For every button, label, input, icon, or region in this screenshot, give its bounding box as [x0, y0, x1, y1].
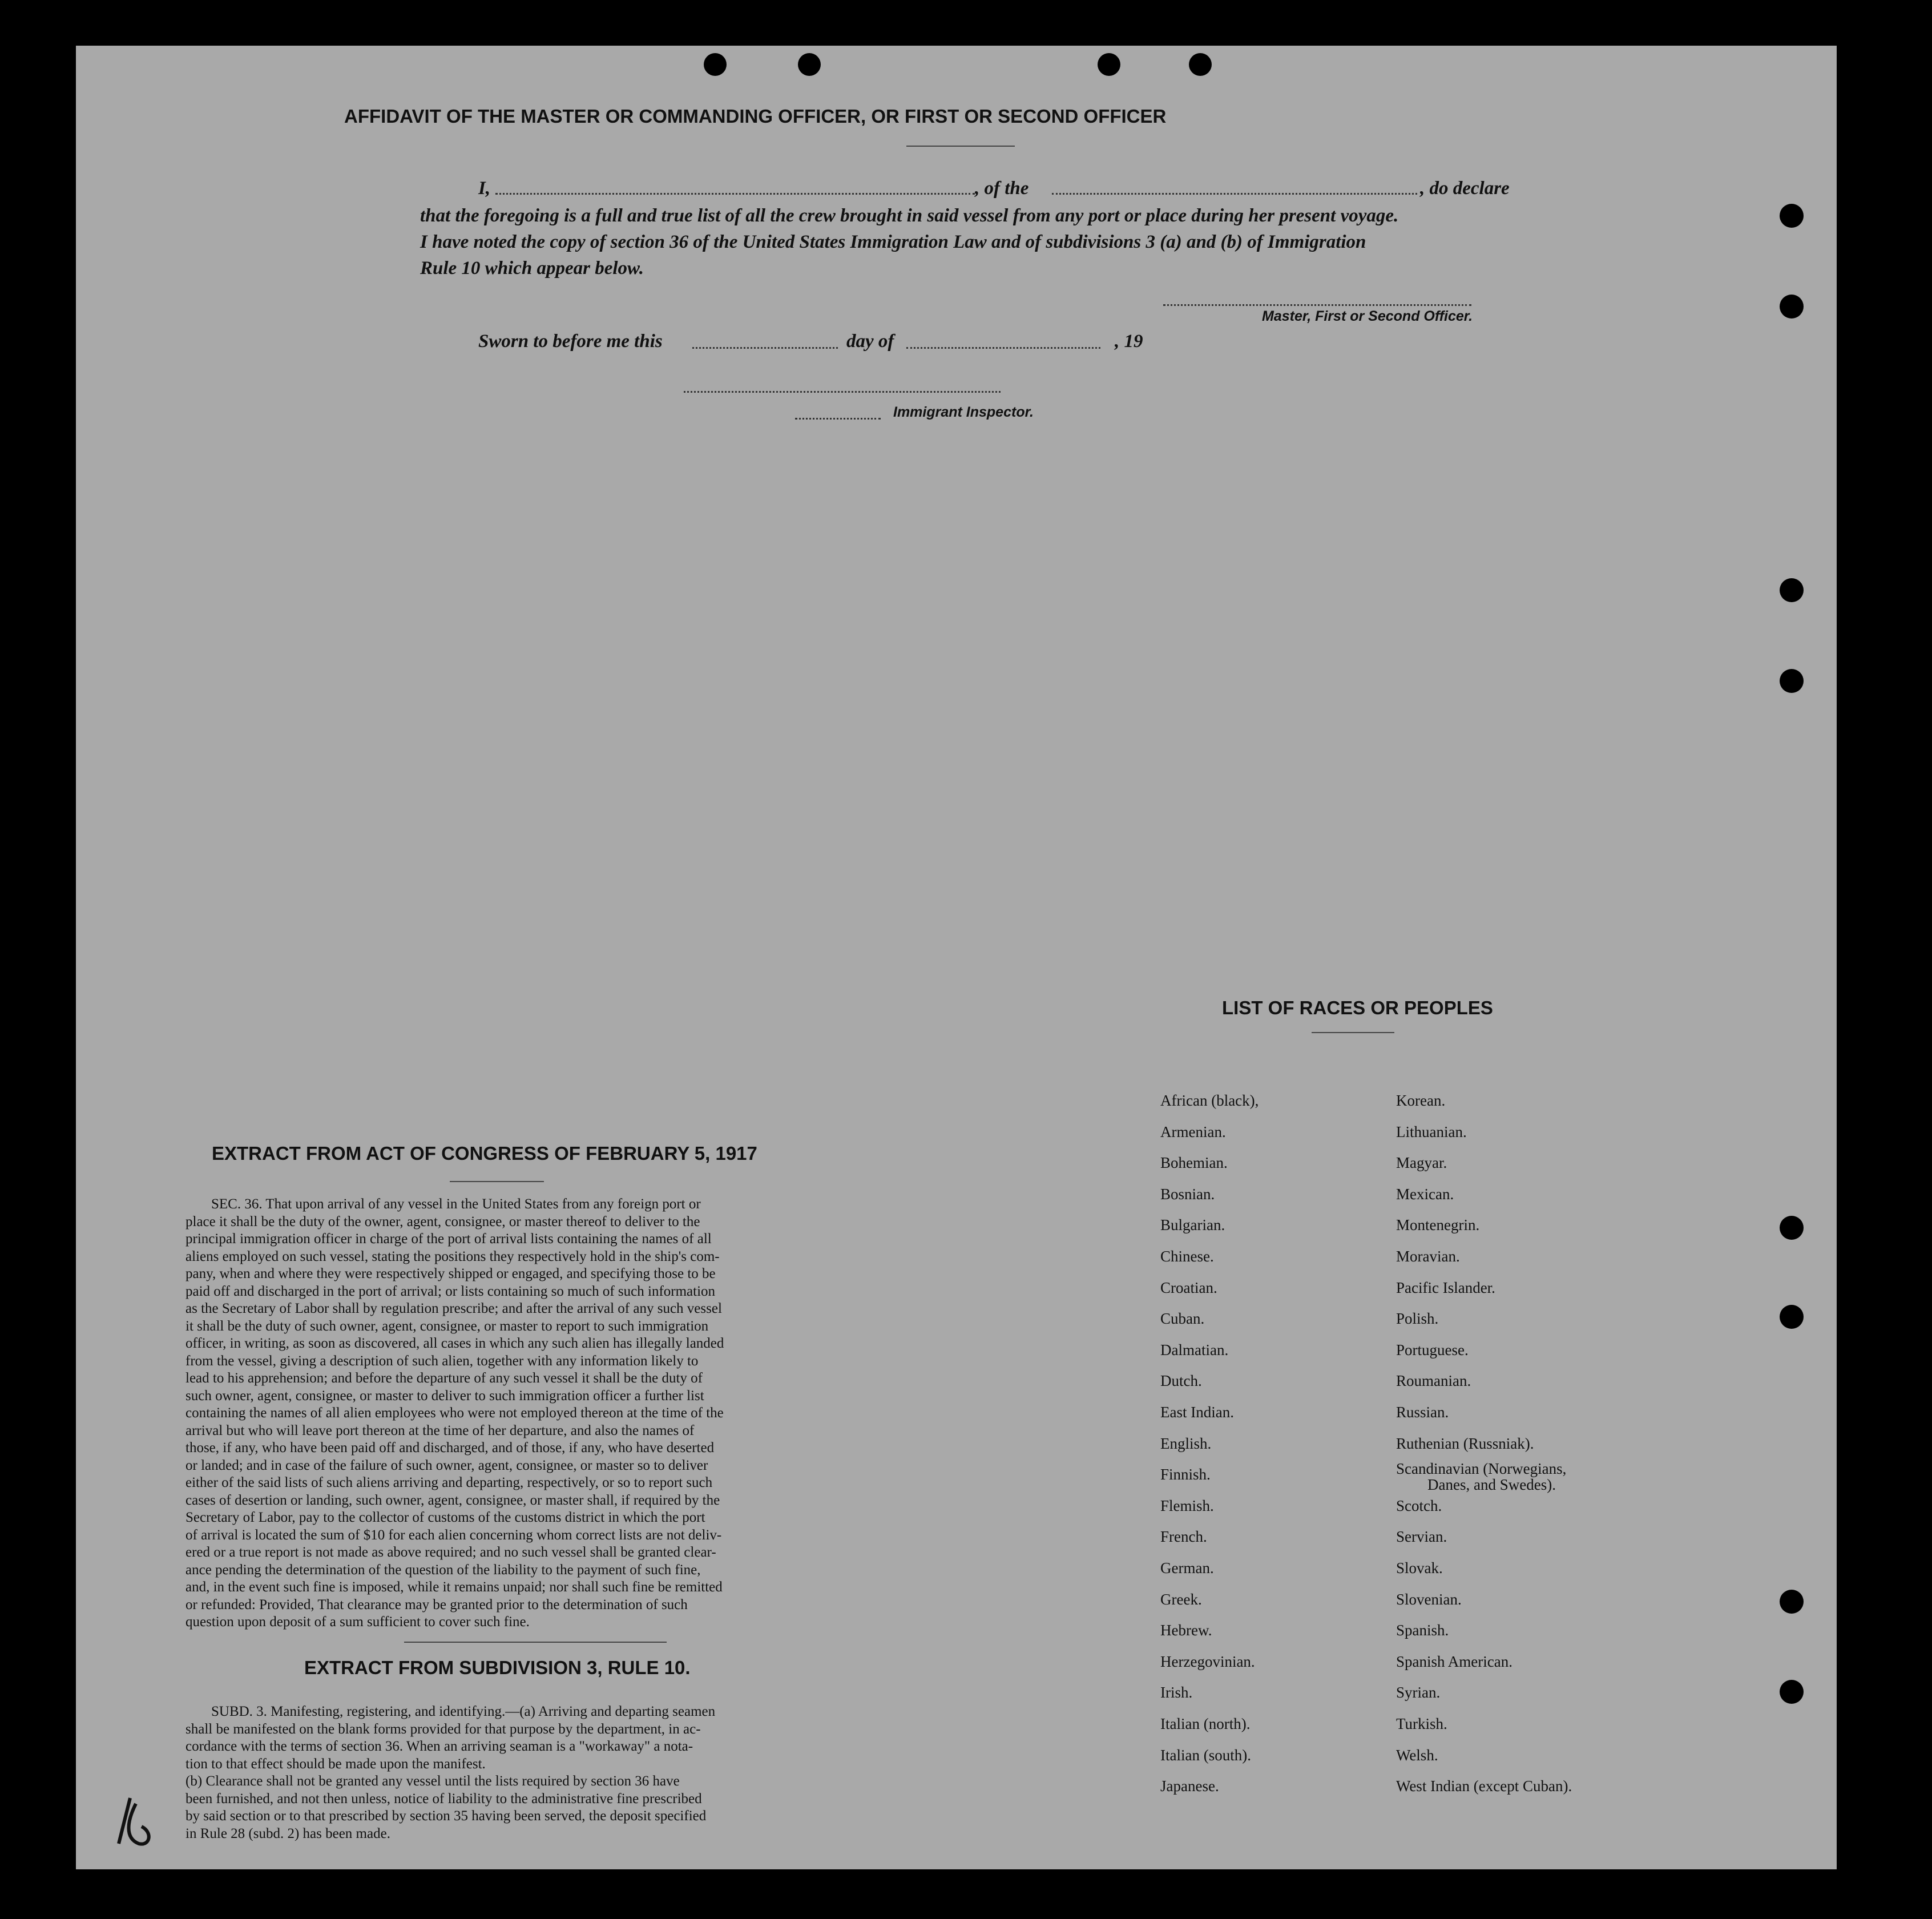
race-item: Magyar.: [1396, 1154, 1447, 1172]
rule-subdivision-3: SUBD. 3. Manifesting, registering, and identifying.—(a) Arriving and departing seamen shall be manifested on the blank forms provided for that purpose by the department, in ac- cordance with the terms of section 36. When an arriving seaman is a "workaway" a nota- tion to that effect should be made upon the manifest. (b) Clearance shall not be granted any vessel until the lists required by section 36 have been furnished, and not then unless, notice of liability to the administrative fine prescribed by said section or to that prescribed by section 35 having been served, the deposit specified in Rule 28 (subd. 2) has been made.: [185, 1704, 716, 1841]
race-item: African (black),: [1160, 1092, 1259, 1109]
race-item: Finnish.: [1160, 1466, 1211, 1483]
race-item: Spanish.: [1396, 1622, 1449, 1639]
punch-hole: [1780, 578, 1804, 602]
declaration-do-declare: , do declare: [1420, 178, 1510, 199]
race-item: Slovak.: [1396, 1559, 1443, 1577]
punch-hole: [798, 53, 821, 76]
race-item: Turkish.: [1396, 1715, 1447, 1732]
race-item: Roumanian.: [1396, 1372, 1471, 1390]
races-title: LIST OF RACES OR PEOPLES: [1222, 997, 1493, 1018]
punch-hole: [1780, 1216, 1804, 1240]
race-item: Montenegrin.: [1396, 1216, 1480, 1234]
race-item: Dalmatian.: [1160, 1341, 1229, 1358]
race-item: German.: [1160, 1559, 1214, 1577]
race-item: Herzegovinian.: [1160, 1652, 1255, 1670]
race-item: Dutch.: [1160, 1372, 1202, 1390]
race-item: Italian (north).: [1160, 1715, 1251, 1732]
punch-hole: [1780, 1590, 1804, 1614]
race-item: Hebrew.: [1160, 1622, 1212, 1639]
race-item: Greek.: [1160, 1590, 1202, 1608]
punch-hole: [1780, 669, 1804, 693]
handwritten-mark: [107, 1792, 164, 1855]
punch-hole: [1098, 53, 1120, 76]
punch-hole: [704, 53, 727, 76]
punch-hole: [1780, 204, 1804, 228]
race-item: Korean.: [1396, 1092, 1446, 1109]
affidavit-title: AFFIDAVIT OF THE MASTER OR COMMANDING OFFICER, OR FIRST OR SECOND OFFICER: [344, 106, 1167, 127]
race-item: Bohemian.: [1160, 1154, 1228, 1172]
punch-hole: [1780, 1680, 1804, 1704]
divider: [1312, 1032, 1394, 1033]
race-item: Armenian.: [1160, 1123, 1226, 1140]
race-item: Mexican.: [1396, 1185, 1454, 1203]
race-item: Croatian.: [1160, 1279, 1217, 1296]
sworn-month-field[interactable]: [906, 347, 1100, 349]
act-section-36: SEC. 36. That upon arrival of any vessel in the United States from any foreign port or place it shall be the duty of the owner, agent, consignee, or master thereof to deliver to the principal immigration officer in charge of the port of arrival lists containing the names of all aliens employed on such vessel, stating the positions they respectively hold in the ship's com- pany, when and where they were respectively shipped or engaged, and specifying those to be paid off and discharged in the port of arrival; or lists containing so much of such information as the Secretary of Labor shall by regulation prescribe; and after the arrival of any such vessel it shall be the duty of such owner, agent, consignee, or master to report to such immigration officer, in writing, as soon as discovered, all cases in which any such alien has illegally landed from the vessel, giving a description of such alien, together with any information likely to lead to his apprehension; and before the departure of any such vessel it shall be the duty of such owner, agent, consignee, or master to deliver to such immigration officer a further list containing the names of all alien employees who were not employed thereon at the time of the arrival but who will leave port thereon at the time of her departure, and also the names of those, if any, who have been paid off and discharged, and of those, if any, who have deserted or landed; and in case of the failure of such owner, agent, consignee, or master so to deliver either of the said lists of such aliens arriving and departing, respectively, or so to report such cases of desertion or landing, such owner, agent, consignee, or master shall, if required by the Secretary of Labor, pay to the collector of customs of the customs district in which the port of arrival is located the sum of $10 for each alien concerning whom correct lists are not deliv- ered or a true report is not made as above required; and no such vessel shall be granted clear- ance pending the determination of the question of the liability to the payment of such fine, and, in the event such fine is imposed, while it remains unpaid; nor shall such fine be remitted or refunded: Provided, That clearance may be granted prior to the determination of such question upon deposit of a sum sufficient to cover such fine.: [185, 1196, 724, 1630]
race-item: Bosnian.: [1160, 1185, 1215, 1203]
race-item: Pacific Islander.: [1396, 1279, 1495, 1296]
sworn-year: , 19: [1115, 331, 1143, 352]
rule-title: EXTRACT FROM SUBDIVISION 3, RULE 10.: [304, 1657, 691, 1678]
sworn-day-field[interactable]: [692, 347, 838, 349]
vessel-field[interactable]: [1052, 193, 1417, 195]
name-field[interactable]: [495, 193, 975, 195]
punch-hole: [1189, 53, 1212, 76]
divider: [906, 146, 1015, 147]
race-item: Chinese.: [1160, 1248, 1214, 1265]
sworn-text: Sworn to before me this: [478, 331, 663, 352]
divider: [404, 1642, 667, 1643]
document-page: [76, 46, 1837, 1869]
race-item: Syrian.: [1396, 1684, 1441, 1702]
race-item: Bulgarian.: [1160, 1216, 1225, 1234]
race-item: Servian.: [1396, 1528, 1447, 1546]
race-item: Moravian.: [1396, 1248, 1460, 1265]
sworn-day-of: day of: [846, 331, 894, 352]
inspector-signature-field[interactable]: [684, 391, 1001, 393]
race-item: Flemish.: [1160, 1497, 1214, 1514]
race-item: Slovenian.: [1396, 1590, 1462, 1608]
master-signature-label: Master, First or Second Officer.: [1262, 308, 1473, 324]
divider: [450, 1181, 544, 1182]
punch-hole: [1780, 1305, 1804, 1329]
race-item: Russian.: [1396, 1404, 1449, 1421]
race-item: Italian (south).: [1160, 1746, 1251, 1764]
race-item: Japanese.: [1160, 1777, 1219, 1795]
race-item: Irish.: [1160, 1684, 1193, 1702]
race-item: Spanish American.: [1396, 1652, 1512, 1670]
act-title: EXTRACT FROM ACT OF CONGRESS OF FEBRUARY 5, 1917: [212, 1143, 757, 1164]
race-item: Scandinavian (Norwegians,: [1396, 1460, 1567, 1478]
race-item: Scotch.: [1396, 1497, 1442, 1514]
race-item: East Indian.: [1160, 1404, 1234, 1421]
inspector-signature-field-2[interactable]: [795, 418, 881, 420]
race-item: Lithuanian.: [1396, 1123, 1467, 1140]
race-item: English.: [1160, 1434, 1212, 1452]
declaration-of-the: , of the: [975, 178, 1029, 199]
declaration-i: I,: [478, 178, 491, 199]
race-item: French.: [1160, 1528, 1207, 1546]
race-item: Ruthenian (Russniak).: [1396, 1434, 1534, 1452]
race-item-continuation: Danes, and Swedes).: [1427, 1476, 1556, 1494]
race-item: Cuban.: [1160, 1310, 1205, 1328]
race-item: Polish.: [1396, 1310, 1439, 1328]
signature-field[interactable]: [1163, 304, 1471, 306]
declaration-text: that the foregoing is a full and true list of all the crew brought in said vessel from any port or place during her present voyage. I have noted the copy of section 36 of the United States Immigration Law and of subdivisions 3 (a) and (b) of Immigration Rule 10 which appear below.: [420, 205, 1399, 279]
race-item: Portuguese.: [1396, 1341, 1469, 1358]
race-item: Welsh.: [1396, 1746, 1438, 1764]
race-item: West Indian (except Cuban).: [1396, 1777, 1572, 1795]
inspector-label: Immigrant Inspector.: [893, 404, 1034, 420]
punch-hole: [1780, 295, 1804, 319]
